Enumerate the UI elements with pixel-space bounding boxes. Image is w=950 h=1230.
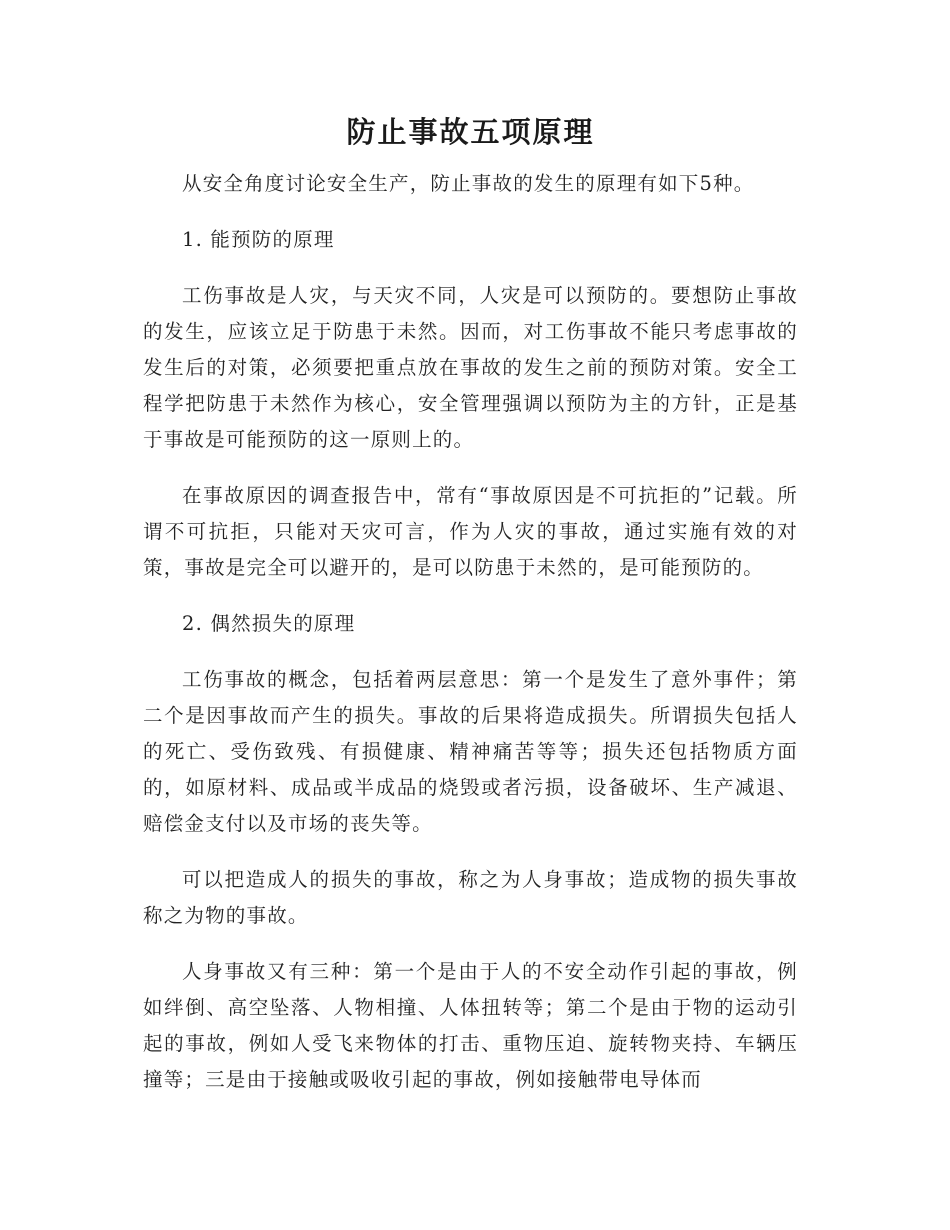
intro-paragraph: 从安全角度讨论安全生产，防止事故的发生的原理有如下5种。 [182,172,755,195]
section-heading-2: 2. 偶然损失的原理 [182,612,356,635]
section1-paragraph-1: 工伤事故是人灾，与天灾不同，人灾是可以预防的。要想防止事故的发生，应该立足于防患于未然。因而，对工伤事故不能只考虑事故的发生后的对策，必须要把重点放在事故的发生之前的预防对策。安全工程学把防患于未然作为核心，安全管理强调以预防为主的方针，正是基于事故是可能预防的这一原则上的。 [143,284,798,451]
section2-paragraph-2: 可以把造成人的损失的事故，称之为人身事故；造成物的损失事故称之为物的事故。 [143,868,798,927]
section2-paragraph-3: 人身事故又有三种：第一个是由于人的不安全动作引起的事故，例如绊倒、高空坠落、人物相撞、人体扭转等；第二个是由于物的运动引起的事故，例如人受飞来物体的打击、重物压迫、旋转物夹持、车辆压撞等；三是由于接触或吸收引起的事故，例如接触带电导体而 [143,960,798,1091]
section2-paragraph-1: 工伤事故的概念，包括着两层意思：第一个是发生了意外事件；第二个是因事故而产生的损失。事故的后果将造成损失。所谓损失包括人的死亡、受伤致残、有损健康、精神痛苦等等；损失还包括物质方面的，如原材料、成品或半成品的烧毁或者污损，设备破坏、生产减退、赔偿金支付以及市场的丧失等。 [143,668,798,835]
document-page [143,112,798,1098]
section-heading-1: 1. 能预防的原理 [182,228,335,251]
document-title: 防止事故五项原理 [346,115,595,149]
section1-paragraph-2: 在事故原因的调查报告中，常有“事故原因是不可抗拒的”记载。所谓不可抗拒，只能对天灾可言，作为人灾的事故，通过实施有效的对策，事故是完全可以避开的，是可以防患于未然的，是可能预防的。 [143,484,798,579]
